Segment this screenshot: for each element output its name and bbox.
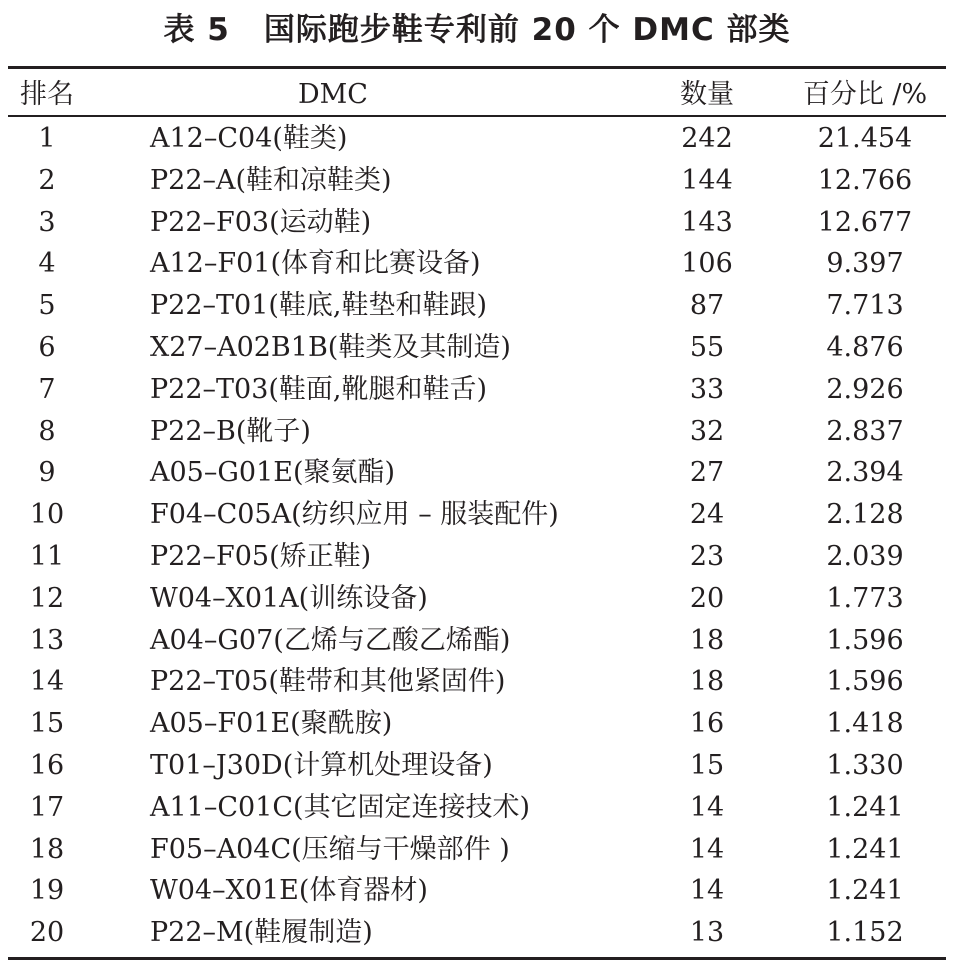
table-row <box>8 369 946 411</box>
cell-dmc: W04–X01A(训练设备) <box>150 582 428 614</box>
cell-count: 20 <box>689 582 725 614</box>
cell-percent: 2.039 <box>826 540 904 572</box>
table-row <box>8 912 946 954</box>
cell-dmc: F05–A04C(压缩与干燥部件 ) <box>150 833 510 865</box>
table-row <box>8 703 946 745</box>
table-row <box>8 160 946 202</box>
cell-count: 18 <box>689 624 725 656</box>
table-row <box>8 787 946 829</box>
cell-rank: 5 <box>38 290 56 322</box>
cell-rank: 20 <box>29 917 65 949</box>
table-row <box>8 494 946 536</box>
cell-rank: 16 <box>29 749 65 781</box>
cell-percent: 1.418 <box>826 708 904 740</box>
cell-count: 27 <box>689 457 725 489</box>
cell-dmc: A04–G07(乙烯与乙酸乙烯酯) <box>150 624 511 656</box>
cell-percent: 2.128 <box>826 499 904 531</box>
cell-percent: 1.596 <box>826 624 904 656</box>
table-row <box>8 243 946 285</box>
cell-dmc: P22–T05(鞋带和其他紧固件) <box>150 666 506 698</box>
cell-percent: 7.713 <box>826 290 904 322</box>
table-row <box>8 452 946 494</box>
header-count: 数量 <box>680 79 734 110</box>
cell-count: 242 <box>681 123 733 154</box>
bottom-rule <box>8 957 946 960</box>
cell-percent: 12.766 <box>817 164 913 196</box>
cell-dmc: T01–J30D(计算机处理设备) <box>150 749 493 781</box>
cell-rank: 3 <box>38 206 56 238</box>
cell-percent: 1.241 <box>826 791 904 823</box>
cell-dmc: A05–F01E(聚酰胺) <box>150 708 393 740</box>
cell-count: 87 <box>689 290 725 322</box>
cell-count: 14 <box>689 833 725 865</box>
cell-count: 16 <box>689 708 725 740</box>
cell-dmc: P22–M(鞋履制造) <box>150 917 373 949</box>
cell-rank: 11 <box>29 540 65 572</box>
cell-count: 143 <box>681 206 733 238</box>
table-title: 国际跑步鞋专利前 20 个 DMC 部类 <box>263 12 791 48</box>
cell-count: 32 <box>689 415 725 447</box>
cell-dmc: A11–C01C(其它固定连接技术) <box>150 791 531 823</box>
cell-percent: 1.152 <box>826 917 904 949</box>
table-row <box>8 829 946 871</box>
cell-percent: 1.241 <box>826 833 904 865</box>
table-row <box>8 661 946 703</box>
table-row <box>8 285 946 327</box>
cell-percent: 1.241 <box>826 875 904 907</box>
cell-rank: 10 <box>29 499 65 531</box>
table-number: 表 5 <box>163 12 230 48</box>
header-percent: 百分比 /% <box>802 79 928 110</box>
table-body <box>8 118 946 954</box>
table-row <box>8 327 946 369</box>
cell-dmc: P22–F03(运动鞋) <box>150 206 372 238</box>
cell-percent: 1.330 <box>826 749 904 781</box>
cell-percent: 1.596 <box>826 666 904 698</box>
cell-percent: 9.397 <box>826 248 904 280</box>
cell-percent: 2.837 <box>826 415 904 447</box>
cell-dmc: P22–F05(矫正鞋) <box>150 540 372 572</box>
cell-dmc: P22–B(靴子) <box>150 415 311 447</box>
table-row <box>8 202 946 244</box>
table-row <box>8 536 946 578</box>
cell-count: 24 <box>689 499 725 531</box>
header-dmc: DMC <box>298 79 368 110</box>
cell-rank: 12 <box>29 582 65 614</box>
cell-rank: 17 <box>29 791 65 823</box>
cell-count: 55 <box>689 331 725 363</box>
cell-dmc: P22–T01(鞋底,鞋垫和鞋跟) <box>150 290 488 322</box>
table-row <box>8 118 946 160</box>
cell-dmc: A12–F01(体育和比赛设备) <box>150 248 481 280</box>
cell-dmc: X27–A02B1B(鞋类及其制造) <box>150 331 511 363</box>
cell-dmc: W04–X01E(体育器材) <box>150 875 428 907</box>
dmc-table <box>8 74 946 954</box>
table-row <box>8 870 946 912</box>
cell-count: 106 <box>681 248 733 280</box>
table-caption <box>0 8 954 52</box>
cell-dmc: P22–T03(鞋面,靴腿和鞋舌) <box>150 373 488 405</box>
cell-rank: 15 <box>29 708 65 740</box>
cell-percent: 21.454 <box>817 123 913 154</box>
table-row <box>8 578 946 620</box>
table-row <box>8 745 946 787</box>
cell-rank: 2 <box>38 164 56 196</box>
cell-percent: 4.876 <box>826 331 904 363</box>
cell-rank: 7 <box>38 373 56 405</box>
cell-rank: 1 <box>38 123 56 154</box>
cell-count: 14 <box>689 791 725 823</box>
cell-rank: 8 <box>38 415 56 447</box>
cell-rank: 4 <box>38 248 56 280</box>
cell-count: 18 <box>689 666 725 698</box>
cell-dmc: F04–C05A(纺织应用 – 服装配件) <box>150 499 559 531</box>
cell-count: 23 <box>689 540 725 572</box>
cell-percent: 2.926 <box>826 373 904 405</box>
cell-rank: 9 <box>38 457 56 489</box>
cell-count: 33 <box>689 373 725 405</box>
header-rank: 排名 <box>20 79 74 110</box>
table-row <box>8 411 946 453</box>
cell-count: 15 <box>689 749 725 781</box>
cell-count: 14 <box>689 875 725 907</box>
table-row <box>8 620 946 662</box>
cell-rank: 19 <box>29 875 65 907</box>
cell-count: 144 <box>681 164 733 196</box>
cell-rank: 13 <box>29 624 65 656</box>
cell-percent: 2.394 <box>826 457 904 489</box>
cell-rank: 14 <box>29 666 65 698</box>
cell-dmc: A05–G01E(聚氨酯) <box>150 457 396 489</box>
cell-rank: 18 <box>29 833 65 865</box>
cell-dmc: P22–A(鞋和凉鞋类) <box>150 164 392 196</box>
cell-dmc: A12–C04(鞋类) <box>150 123 348 154</box>
table-header-row <box>8 74 946 116</box>
cell-rank: 6 <box>38 331 56 363</box>
cell-count: 13 <box>689 917 725 949</box>
cell-percent: 12.677 <box>817 206 913 238</box>
cell-percent: 1.773 <box>826 582 904 614</box>
top-rule <box>8 66 946 69</box>
